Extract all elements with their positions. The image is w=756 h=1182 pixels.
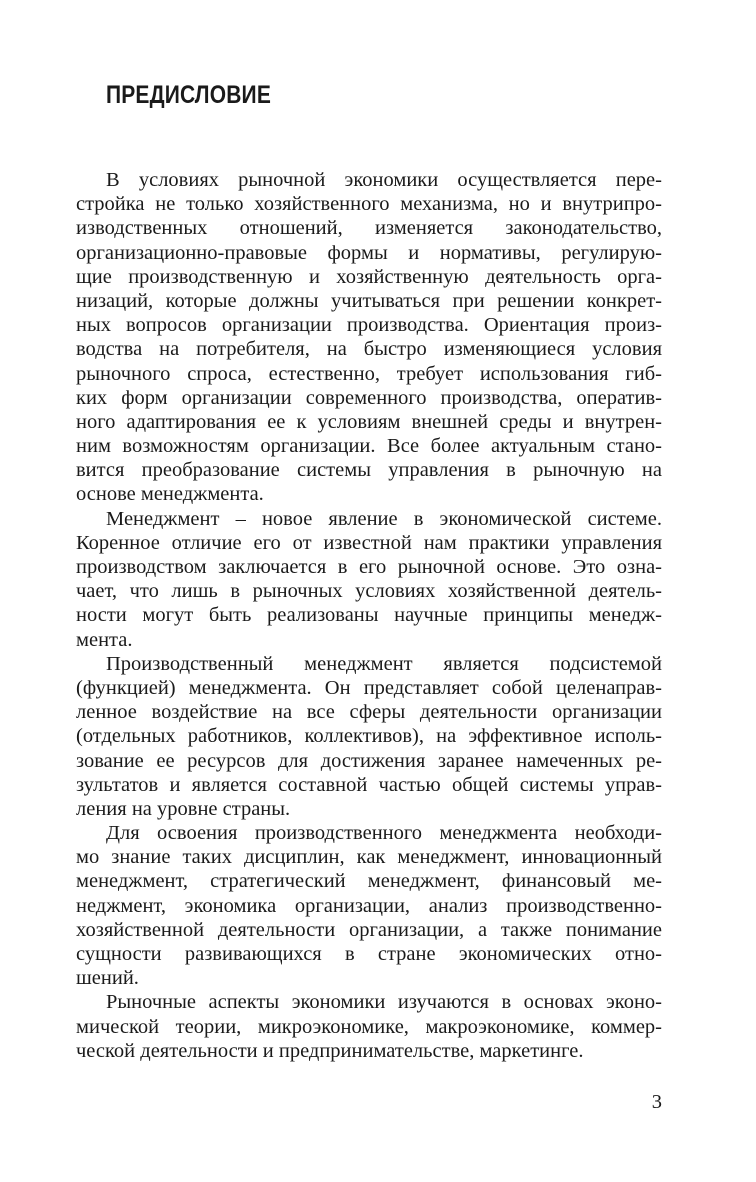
text-line: стройка не только хозяйственного механизма, но и внутрипро- <box>76 193 662 216</box>
text-line: основе менеджмента. <box>76 483 264 506</box>
text-line: низаций, которые должны учитываться при решении конкрет- <box>76 289 662 312</box>
text-line: организационно-правовые формы и нормативы, регулирую- <box>76 241 662 264</box>
paragraph <box>76 821 662 990</box>
text-line: ления на уровне страны. <box>76 797 291 820</box>
text-line: производством заключается в его рыночной основе. Это озна- <box>76 556 662 578</box>
text-line: мо знание таких дисциплин, как менеджмент, инновационный <box>76 846 662 869</box>
text-line: Менеджмент – новое явление в экономической системе. <box>106 507 662 530</box>
text-line: щие производственную и хозяйственную деятельность орга- <box>76 265 662 288</box>
text-line: Рыночные аспекты экономики изучаются в основах эконо- <box>106 991 662 1014</box>
text-line: неджмент, экономика организации, анализ производственно- <box>76 894 662 917</box>
text-line: шений. <box>76 967 139 990</box>
text-line: рыночного спроса, естественно, требует использования гиб- <box>76 362 662 385</box>
body-text <box>76 168 662 1063</box>
page-title: ПРЕДИСЛОВИЕ <box>106 81 271 109</box>
paragraph <box>76 507 662 652</box>
text-line: (функцией) менеджмента. Он представляет собой целенаправ- <box>76 676 662 699</box>
text-line: ных вопросов организации производства. Ориентация произ- <box>76 314 662 337</box>
paragraph <box>76 990 662 1063</box>
text-line: мента. <box>76 628 133 651</box>
paragraph <box>76 652 662 821</box>
text-line: ного адаптирования ее к условиям внешней среды и внутрен- <box>76 410 662 433</box>
text-line: зование ее ресурсов для достижения заранее намеченных ре- <box>76 749 662 772</box>
text-line: В условиях рыночной экономики осуществляется пере- <box>106 169 662 191</box>
text-line: (отдельных работников, коллективов), на эффективное исполь- <box>76 725 662 748</box>
text-line: Для освоения производственного менеджмента необходи- <box>106 822 662 845</box>
text-line: ленное воздействие на все сферы деятельности организации <box>76 701 662 724</box>
text-line: Производственный менеджмент является подсистемой <box>106 652 662 675</box>
paragraph <box>76 168 662 507</box>
text-line: ности могут быть реализованы научные принципы менедж- <box>76 604 662 627</box>
text-line: зультатов и является составной частью общей системы управ- <box>76 773 662 796</box>
text-line: сущности развивающихся в стране экономических отно- <box>76 943 662 965</box>
text-line: хозяйственной деятельности организации, а также понимание <box>76 918 662 941</box>
text-line: ческой деятельности и предпринимательстве, маркетинге. <box>76 1039 584 1062</box>
text-line: изводственных отношений, изменяется законодательство, <box>76 217 662 240</box>
text-line: Коренное отличие его от известной нам практики управления <box>76 531 662 554</box>
page-number: 3 <box>651 1091 662 1113</box>
text-line: мической теории, микроэкономике, макроэкономике, коммер- <box>76 1015 662 1038</box>
text-line: менеджмент, стратегический менеджмент, финансовый ме- <box>76 870 662 893</box>
text-line: ним возможностям организации. Все более актуальным стано- <box>76 435 662 458</box>
text-line: ких форм организации современного производства, оператив- <box>76 386 662 409</box>
text-line: вится преобразование системы управления в рыночную на <box>76 459 662 482</box>
text-line: водства на потребителя, на быстро изменяющиеся условия <box>76 338 662 361</box>
text-line: чает, что лишь в рыночных условиях хозяйственной деятель- <box>76 580 662 603</box>
